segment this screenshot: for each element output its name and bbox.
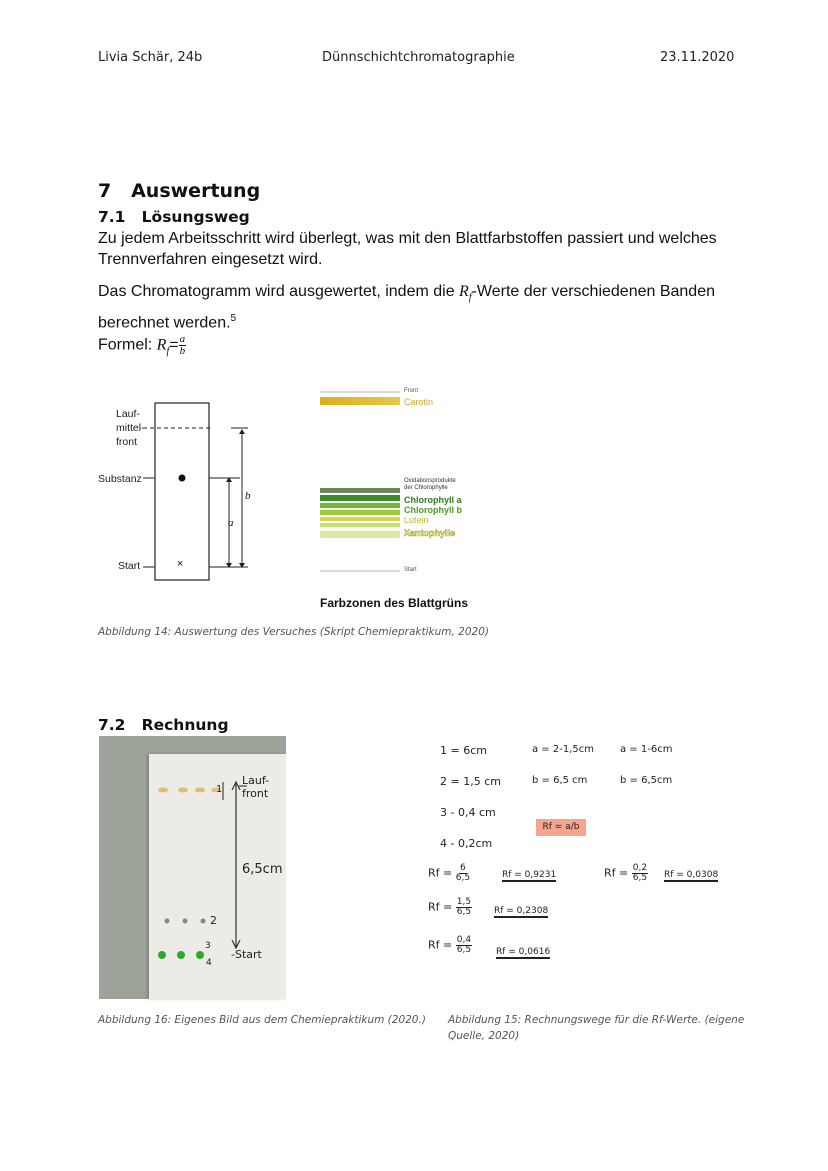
rf-schematic-diagram	[98, 378, 288, 588]
plate-mark-4: 4	[206, 958, 212, 968]
distance-1: 1 = 6cm	[440, 744, 487, 757]
formula-highlight: Rf = a/b	[536, 819, 586, 836]
label-start: Start	[118, 560, 141, 572]
value-a-band1: a = 1-6cm	[620, 744, 673, 755]
calc-row-1: Rf = $\frac{6}{6,5}$	[428, 863, 471, 883]
colour-zones-diagram	[316, 385, 486, 585]
calc-row-4: Rf = $\frac{0,2}{6,5}$	[604, 863, 648, 883]
value-b-band2: b = 6,5 cm	[532, 775, 588, 786]
distance-3: 3 - 0,4 cm	[440, 806, 496, 819]
distance-4: 4 - 0,2cm	[440, 837, 493, 850]
colour-zones-title: Farbzonen des Blattgrüns	[320, 596, 469, 610]
zone-xantophylle: Xantophylle	[404, 528, 456, 538]
subsection-heading-7-1: 7.1 Lösungsweg	[98, 208, 250, 226]
plate-mark-1: 1	[216, 784, 223, 795]
label-laufmittelfront: Lauf- mittel- front	[116, 408, 145, 448]
zone-oxidationsprodukte: Oxidationsprodukte der Chlorophylle	[404, 478, 456, 491]
paragraph-auswertung: Das Chromatogramm wird ausgewertet, indem die $R_f$-Werte der verschiedenen Banden berechnet werden.$^5$	[98, 283, 715, 332]
zone-carotin: Carotin	[404, 397, 434, 407]
value-a-band2: a = 2-1,5cm	[532, 744, 594, 755]
plate-mark-2: 2	[210, 914, 217, 927]
plate-label-laufront: Lauf- front	[242, 774, 270, 800]
zone-chlorophyll-a: Chlorophyll a	[404, 495, 462, 505]
calc-result-3: Rf = 0,0616	[496, 947, 551, 957]
section-heading: 7 Auswertung	[98, 180, 261, 202]
header-author: Livia Schär, 24b	[98, 50, 203, 65]
plate-mark-3: 3	[205, 941, 211, 951]
calc-result-1: Rf = 0,9231	[502, 870, 557, 880]
plate-label-distance: 6,5cm	[242, 862, 283, 877]
paragraph-loesungsweg: Zu jedem Arbeitsschritt wird überlegt, was mit den Blattfarbstoffen passiert und welches Trennverfahren eingesetzt wird.	[98, 230, 717, 268]
label-substanz: Substanz	[98, 473, 142, 485]
caption-figure-15: Abbildung 15: Rechnungswege für die Rf-Werte. (eigene Quelle, 2020)	[448, 1014, 745, 1042]
formula-fraction: $\frac{a}{b}$	[179, 333, 186, 357]
distance-2: 2 = 1,5 cm	[440, 775, 501, 788]
zone-lutein: Lutein	[404, 515, 429, 525]
calc-row-2: Rf = $\frac{1,5}{6,5}$	[428, 897, 472, 917]
start-mark: ×	[177, 558, 184, 570]
caption-figure-14: Abbildung 14: Auswertung des Versuches (Skript Chemiepraktikum, 2020)	[98, 626, 489, 638]
value-b-band1: b = 6,5cm	[620, 775, 673, 786]
zone-start: Start	[404, 567, 417, 573]
calc-result-2: Rf = 0,2308	[494, 906, 549, 916]
header-title: Dünnschichtchromatographie	[322, 50, 515, 65]
plate-label-start: -Start	[231, 948, 262, 961]
tlc-photo	[99, 736, 286, 999]
calc-row-3: Rf = $\frac{0,4}{6,5}$	[428, 935, 472, 955]
formula-line: Formel: $R_f=$ $\frac{a}{b}$	[98, 333, 186, 357]
rf-calculations	[420, 736, 730, 972]
zone-chlorophyll-b: Chlorophyll b	[404, 505, 462, 515]
subsection-heading-7-2: 7.2 Rechnung	[98, 716, 229, 734]
calc-result-4: Rf = 0,0308	[664, 870, 719, 880]
header-date: 23.11.2020	[660, 50, 735, 65]
caption-figure-16: Abbildung 16: Eigenes Bild aus dem Chemiepraktikum (2020.)	[98, 1014, 426, 1026]
label-b: b	[245, 490, 251, 502]
label-a: a	[228, 517, 234, 529]
zone-front: Front	[404, 388, 419, 394]
